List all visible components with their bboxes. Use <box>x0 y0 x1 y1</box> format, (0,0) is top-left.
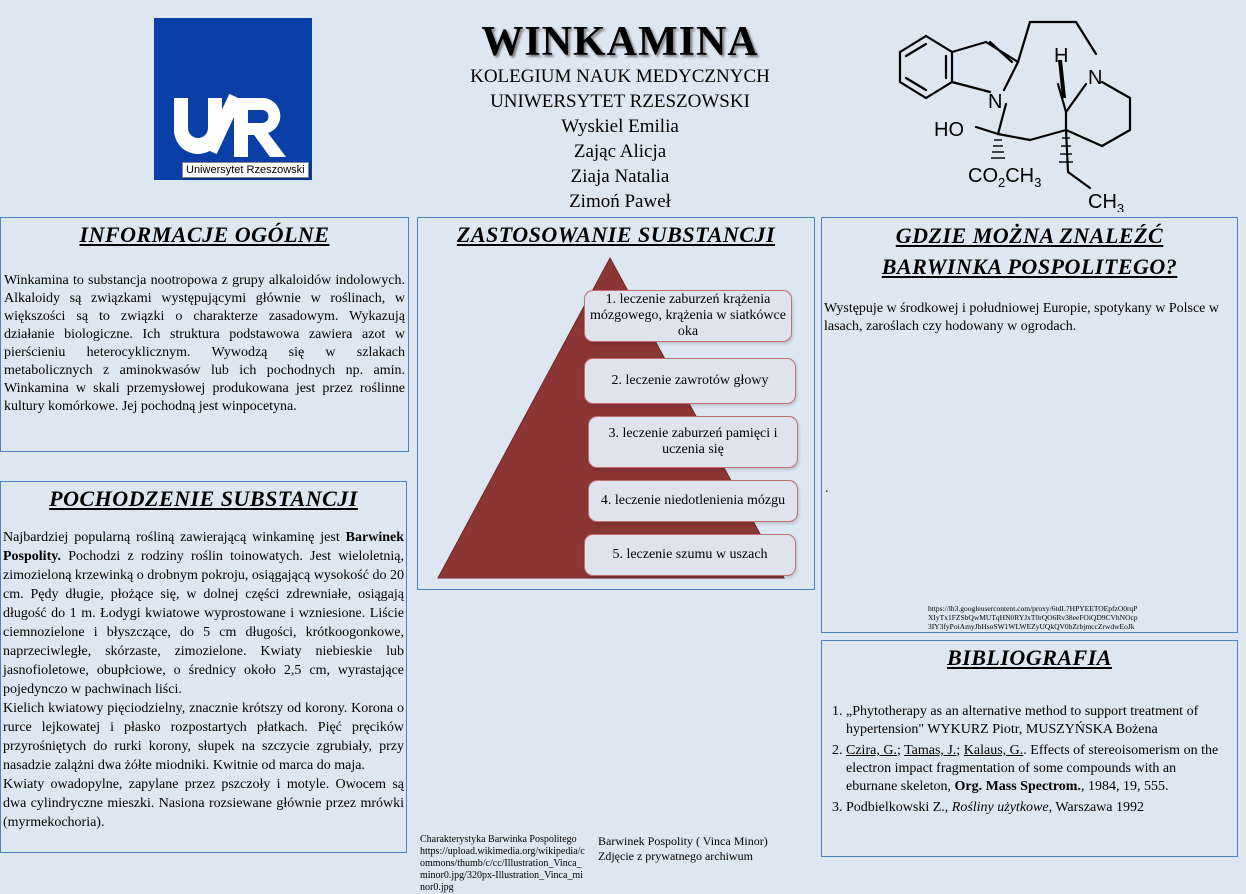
poster-title: WINKAMINA <box>481 19 759 65</box>
author: Ziaja Natalia <box>570 166 670 187</box>
photo-caption: Barwinek Pospolity ( Vinca Minor) Zdjęcie z prywatnego archiwum <box>598 834 768 863</box>
usage-panel <box>417 217 815 590</box>
author-link[interactable]: Tamas, J. <box>904 743 957 758</box>
ethyl-label: $CH_3$ <box>1088 191 1125 212</box>
origin-paragraph-3: Kwiaty owadopylne, zapylane przez pszczoły i motyle. Owocem są dwa cylindryczne mieszki. Nasiona rozsiewane głównie przez mrówki (myrmekochoria). <box>3 777 404 830</box>
stray-dot: . <box>825 481 829 496</box>
atom-n: N <box>1088 67 1103 89</box>
usage-title: ZASTOSOWANIE SUBSTANCJI <box>456 222 776 247</box>
usage-item: 1. leczenie zaburzeń krążenia mózgowego, krążenia w siatkówce oka <box>584 290 792 342</box>
hydroxyl-label: HO <box>934 119 964 141</box>
bibliography-list <box>822 703 1237 817</box>
map-source-url: https://lh3.googleusercontent.com/proxy/6tdL7HPYEETOEpfzO0rqPXIyTx1FZSbQwMUTqHN0RYJxT0rQO6Rv38eeFOiQD9CVhNOcp3IY3fyPoiAmyJbHsoSW1WLWEZyUQkQV0bZrbjmccZrwdwEoJk <box>928 604 1138 631</box>
usage-item: 2. leczenie zawrotów głowy <box>584 358 796 404</box>
bibliography-item: 3. Podbielkowski Z., Rośliny użytkowe, Warszawa 1992 <box>846 799 1227 817</box>
atom-h: H <box>1054 45 1069 67</box>
bibliography-item: 1. „Phytotherapy as an alternative method to support treatment of hypertension" WYKURZ Piotr, MUSZYŃSKA Bożena <box>846 703 1227 739</box>
author: Zimoń Paweł <box>569 191 671 212</box>
author: Wyskiel Emilia <box>561 116 679 137</box>
usage-item: 5. leczenie szumu w uszach <box>584 534 796 576</box>
origin-title: POCHODZENIE SUBSTANCJI <box>49 486 358 511</box>
atom-n: N <box>988 91 1003 113</box>
college-name: KOLEGIUM NAUK MEDYCZNYCH <box>470 66 770 87</box>
general-info-title: INFORMACJE OGÓLNE <box>79 222 330 247</box>
bibliography-item: 2. Czira, G.; Tamas, J.; Kalaus, G.. Effects of stereoisomerism on the electron impact fragmentation of some compounds with an eburnane skeleton, Org. Mass Spectrom., 1984, 19, 555. <box>846 742 1227 796</box>
general-info-panel <box>0 217 409 452</box>
usage-item: 4. leczenie niedotlenienia mózgu <box>588 480 798 522</box>
university-name: UNIWERSYTET RZESZOWSKI <box>490 91 750 112</box>
ur-logo-icon <box>154 18 312 180</box>
author-link[interactable]: Czira, G. <box>846 743 897 758</box>
plant-name: Barwinek Pospolity. <box>3 530 404 564</box>
logo-caption: Uniwersytet Rzeszowski <box>182 162 309 178</box>
author: Zając Alicja <box>573 141 667 162</box>
usage-item: 3. leczenie zaburzeń pamięci i uczenia się <box>588 416 798 468</box>
illustration-caption: Charakterystyka Barwinka Pospolitego https://upload.wikimedia.org/wikipedia/commons/thumb/c/cc/Illustration_Vinca_minor0.jpg/320px-Illustration_Vinca_minor0.jpg <box>420 834 585 893</box>
ester-label: $CO_2CH_3$ <box>968 165 1042 190</box>
where-text: Występuje w środkowej i południowej Europie, spotykany w Polsce w lasach, zaroślach czy hodowany w ogrodach. <box>824 301 1219 334</box>
poster-header <box>430 20 810 214</box>
illustration-source-url: https://upload.wikimedia.org/wikipedia/commons/thumb/c/cc/Illustration_Vinca_minor0.jpg/320px-Illustration_Vinca_minor0.jpg <box>420 846 585 893</box>
author-link[interactable]: Kalaus, G. <box>963 743 1024 758</box>
origin-text: Najbardziej popularną rośliną zawierającą winkaminę jest Barwinek Pospolity. Pochodzi z rodziny roślin toinowatych. Jest wieloletnią, zimozieloną krzewinką o drobnym pokroju, osiągającą wysokość do 20 cm. Pędy długie, płożące się, w dolnej części zdrewniałe, osiągają długość do 1 m. Łodygi kwiatowe wyprostowane i wzniesione. Liście ciemnozielone i błyszczące, do 5 cm długości, krótkoogonkowe, naprzeciwległe, skórzaste, zimozielone. Kwiaty niebieskie lub jasnofioletowe, obupłciowe, o średnicy około 2,5 cm, wyrastające pojedynczo w pachwinach liści. Kielich kwiatowy pięciodzielny, znacznie krótszy od korony. Korona o rurce lejkowatej i płasko rozpostartych płatkach. Pięć pręcików przyrośniętych do rurki korony, słupek na szczycie zgrubiały, przy nasadzie zalążni dwa żółte miodniki. Kwitnie od marca do maja. Kwiaty owadopylne, zapylane przez pszczoły i motyle. Owocem są dwa cylindryczne mieszki. Nasiona rozsiewane głównie przez mrówki (myrmekochoria). <box>3 530 404 830</box>
vincamine-structure-diagram <box>890 12 1150 212</box>
general-info-text: Winkamina to substancja nootropowa z grupy alkaloidów indolowych. Alkaloidy są związkami występującymi głównie w roślinach, w większości są to związki o charakterze zasadowym. Wykazują działanie biologiczne. Ich struktura podstawowa zawiera azot w pierścieniu heterocyklicznym. Wywodzą się w szlakach metabolicznych z aminokwasów lub ich pochodnych np. amin. Winkamina w skali przemysłowej produkowana jest przez roślinne kultury komórkowe. Jej pochodną jest winpocetyna. <box>4 273 405 414</box>
university-logo <box>154 18 312 180</box>
bibliography-title: BIBLIOGRAFIA <box>947 645 1112 670</box>
origin-paragraph-2: Kielich kwiatowy pięciodzielny, znacznie krótszy od korony. Korona o rurce lejkowatej i płasko rozpostartych płatkach. Pięć pręcików przyrośniętych do rurki korony, słupek na szczycie zgrubiały, przy nasadzie zalążni dwa żółte miodniki. Kwitnie od marca do maja. <box>3 701 404 773</box>
bibliography-panel <box>821 640 1238 857</box>
where-title: GDZIE MOŻNA ZNALEŹĆ BARWINKA POSPOLITEGO? <box>881 223 1178 279</box>
origin-panel <box>0 481 407 853</box>
where-panel <box>821 217 1238 633</box>
